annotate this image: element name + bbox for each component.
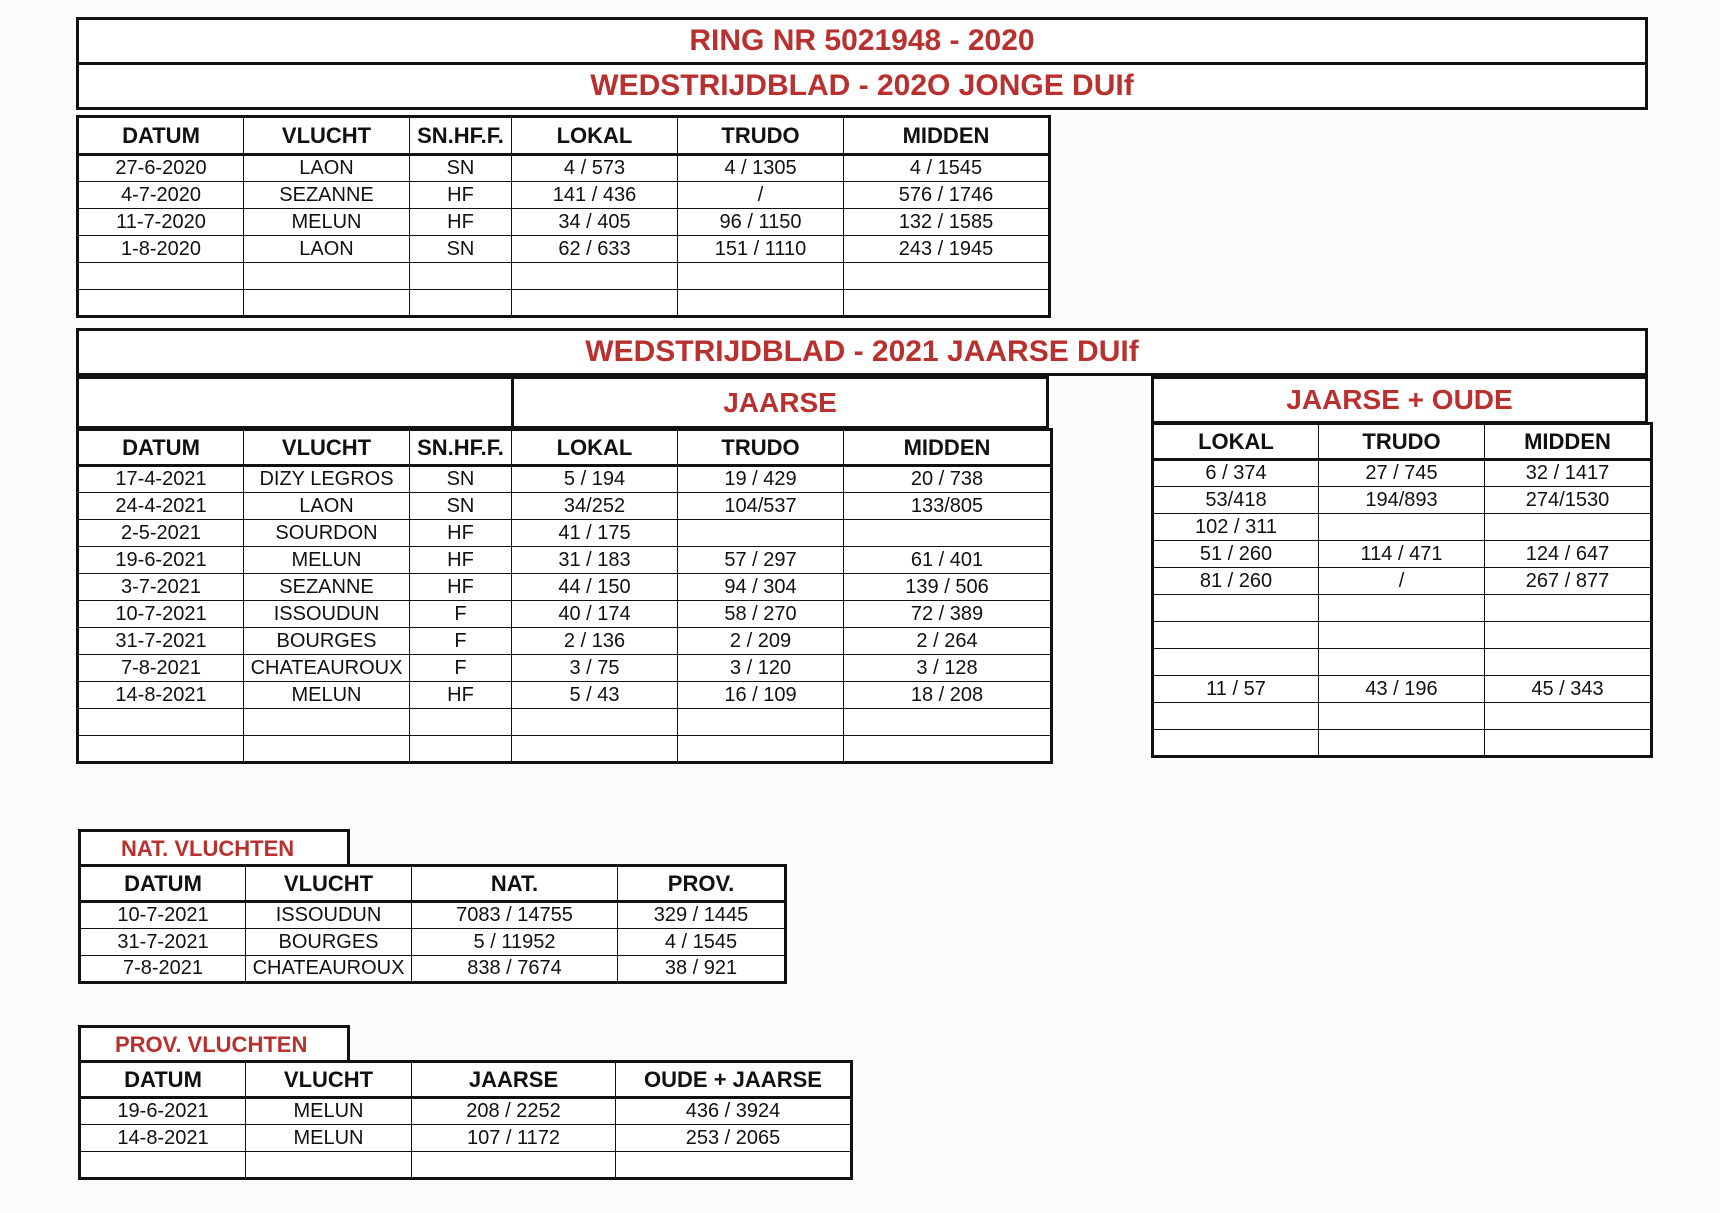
table-cell xyxy=(1485,595,1652,622)
table-cell xyxy=(512,709,678,736)
table-row xyxy=(78,628,1052,655)
table-cell: 31-7-2021 xyxy=(78,628,244,655)
table-cell: CHATEAUROUX xyxy=(246,956,412,983)
sheet-2021-title: WEDSTRIJDBLAD - 2021 JAARSE DUIf xyxy=(585,335,1139,368)
sheet-2020-title-bar xyxy=(76,62,1648,110)
table-row xyxy=(78,709,1052,736)
table-cell: HF xyxy=(410,547,512,574)
prov-vluchten-label-tab: PROV. VLUCHTEN xyxy=(78,1025,350,1061)
table-row xyxy=(78,466,1052,493)
table-cell: HF xyxy=(410,520,512,547)
table-2021-jaarse-oude xyxy=(1151,422,1653,758)
table-nat-vluchten xyxy=(78,864,787,984)
group-header-jaarse: JAARSE xyxy=(511,376,1049,429)
t2020-header-datum: DATUM xyxy=(78,117,244,155)
table-row xyxy=(78,290,1050,317)
table-cell xyxy=(1319,649,1485,676)
table-cell: 19 / 429 xyxy=(678,466,844,493)
table-cell: 27-6-2020 xyxy=(78,155,244,182)
table-cell: 114 / 471 xyxy=(1319,541,1485,568)
table-cell: 576 / 1746 xyxy=(844,182,1050,209)
table-cell xyxy=(844,709,1052,736)
table-cell xyxy=(410,263,512,290)
table-cell: LAON xyxy=(244,493,410,520)
table-cell: 329 / 1445 xyxy=(618,902,786,929)
table-cell: MELUN xyxy=(244,682,410,709)
table-2020-jonge-duif xyxy=(76,115,1051,318)
table-cell xyxy=(1153,730,1319,757)
table-cell xyxy=(1485,703,1652,730)
t2021-header-datum: DATUM xyxy=(78,430,244,466)
table-cell: 44 / 150 xyxy=(512,574,678,601)
table-row xyxy=(78,209,1050,236)
table-cell: 31-7-2021 xyxy=(80,929,246,956)
prov-header-oude-jaarse: OUDE + JAARSE xyxy=(616,1062,852,1098)
nat-header-nat: NAT. xyxy=(412,866,618,902)
table-cell xyxy=(78,263,244,290)
nat-vluchten-label-tab: NAT. VLUCHTEN xyxy=(78,829,350,865)
table-cell: 16 / 109 xyxy=(678,682,844,709)
table-cell xyxy=(678,263,844,290)
table-cell xyxy=(1319,595,1485,622)
table-cell xyxy=(678,709,844,736)
table-cell xyxy=(1485,730,1652,757)
table-cell: HF xyxy=(410,209,512,236)
table-cell xyxy=(78,709,244,736)
table-cell: 10-7-2021 xyxy=(78,601,244,628)
table-cell: 151 / 1110 xyxy=(678,236,844,263)
table-cell: 104/537 xyxy=(678,493,844,520)
table-cell xyxy=(678,520,844,547)
table-cell xyxy=(1153,595,1319,622)
table-cell: 5 / 11952 xyxy=(412,929,618,956)
table-cell xyxy=(1319,730,1485,757)
table-cell xyxy=(512,290,678,317)
table-cell xyxy=(246,1152,412,1179)
table-cell: 53/418 xyxy=(1153,487,1319,514)
table-2021-jaarse-duif xyxy=(76,428,1053,764)
table-cell: HF xyxy=(410,682,512,709)
table-cell: 1-8-2020 xyxy=(78,236,244,263)
table-cell: 7-8-2021 xyxy=(78,655,244,682)
table-cell xyxy=(410,736,512,763)
table-row xyxy=(1153,541,1652,568)
table-cell: 4-7-2020 xyxy=(78,182,244,209)
table-cell xyxy=(678,736,844,763)
table-cell: 17-4-2021 xyxy=(78,466,244,493)
table-cell: BOURGES xyxy=(246,929,412,956)
table-cell: 194/893 xyxy=(1319,487,1485,514)
table-cell: MELUN xyxy=(246,1098,412,1125)
table-cell xyxy=(1153,703,1319,730)
table-cell: 267 / 877 xyxy=(1485,568,1652,595)
table-cell: 81 / 260 xyxy=(1153,568,1319,595)
ring-title: RING NR 5021948 - 2020 xyxy=(689,24,1035,57)
table-cell xyxy=(78,290,244,317)
table-cell: 107 / 1172 xyxy=(412,1125,616,1152)
table-cell: 6 / 374 xyxy=(1153,460,1319,487)
table-cell: 51 / 260 xyxy=(1153,541,1319,568)
table-cell: 14-8-2021 xyxy=(78,682,244,709)
table-cell: CHATEAUROUX xyxy=(244,655,410,682)
t2021-header-sn-hf-f: SN.HF.F. xyxy=(410,430,512,466)
table-cell: SEZANNE xyxy=(244,574,410,601)
table-cell xyxy=(410,709,512,736)
t2020-header-midden: MIDDEN xyxy=(844,117,1050,155)
table-row xyxy=(1153,703,1652,730)
prov-header-datum: DATUM xyxy=(80,1062,246,1098)
table-row xyxy=(1153,514,1652,541)
table-cell: 62 / 633 xyxy=(512,236,678,263)
t2020-header-lokal: LOKAL xyxy=(512,117,678,155)
table-row xyxy=(78,182,1050,209)
table-cell: SOURDON xyxy=(244,520,410,547)
table-cell xyxy=(1319,622,1485,649)
t2021-header-midden: MIDDEN xyxy=(844,430,1052,466)
table-cell xyxy=(678,290,844,317)
table-row xyxy=(1153,487,1652,514)
table-cell: 27 / 745 xyxy=(1319,460,1485,487)
table-cell xyxy=(1485,514,1652,541)
table-prov-vluchten xyxy=(78,1060,853,1180)
table-cell: HF xyxy=(410,182,512,209)
table-row xyxy=(78,655,1052,682)
table-cell: 40 / 174 xyxy=(512,601,678,628)
table-cell: SN xyxy=(410,493,512,520)
table-cell xyxy=(1153,622,1319,649)
group-header-jaarse-oude: JAARSE + OUDE xyxy=(1151,376,1648,424)
table-cell: 58 / 270 xyxy=(678,601,844,628)
table-cell: 20 / 738 xyxy=(844,466,1052,493)
table-cell xyxy=(844,736,1052,763)
table-cell: 96 / 1150 xyxy=(678,209,844,236)
table-cell xyxy=(244,263,410,290)
table-cell: 102 / 311 xyxy=(1153,514,1319,541)
table-cell xyxy=(1485,622,1652,649)
table-row xyxy=(1153,622,1652,649)
table-cell: BOURGES xyxy=(244,628,410,655)
table-cell: MELUN xyxy=(244,209,410,236)
table-row xyxy=(78,520,1052,547)
table-cell: F xyxy=(410,655,512,682)
table-cell: 133/805 xyxy=(844,493,1052,520)
table-row xyxy=(78,547,1052,574)
table-cell: 2 / 209 xyxy=(678,628,844,655)
table-cell: 34/252 xyxy=(512,493,678,520)
t2020-header-sn-hf-f: SN.HF.F. xyxy=(410,117,512,155)
table-row xyxy=(78,601,1052,628)
table-cell xyxy=(1153,649,1319,676)
table-cell: 141 / 436 xyxy=(512,182,678,209)
table-cell: 72 / 389 xyxy=(844,601,1052,628)
table-row xyxy=(80,902,786,929)
nat-header-prov: PROV. xyxy=(618,866,786,902)
table-cell: 436 / 3924 xyxy=(616,1098,852,1125)
table-cell: 253 / 2065 xyxy=(616,1125,852,1152)
table-row xyxy=(78,574,1052,601)
t2021-header-lokal: LOKAL xyxy=(512,430,678,466)
table-cell: 43 / 196 xyxy=(1319,676,1485,703)
table-row xyxy=(80,1125,852,1152)
table-cell: 274/1530 xyxy=(1485,487,1652,514)
table-cell xyxy=(78,736,244,763)
table-cell: ISSOUDUN xyxy=(246,902,412,929)
table-cell: SN xyxy=(410,155,512,182)
table-cell: 32 / 1417 xyxy=(1485,460,1652,487)
prov-header-jaarse: JAARSE xyxy=(412,1062,616,1098)
table-cell: F xyxy=(410,601,512,628)
table-cell: 7-8-2021 xyxy=(80,956,246,983)
table-cell: 11-7-2020 xyxy=(78,209,244,236)
table-row xyxy=(1153,649,1652,676)
table-cell: / xyxy=(678,182,844,209)
table-cell xyxy=(512,263,678,290)
table-row xyxy=(1153,595,1652,622)
table-cell xyxy=(844,520,1052,547)
table-cell: 3 / 75 xyxy=(512,655,678,682)
sheet-2020-title: WEDSTRIJDBLAD - 202O JONGE DUIf xyxy=(590,69,1134,102)
t2021r-header-midden: MIDDEN xyxy=(1485,424,1652,460)
table-cell: 139 / 506 xyxy=(844,574,1052,601)
table-cell: ISSOUDUN xyxy=(244,601,410,628)
table-cell xyxy=(1485,649,1652,676)
table-cell: 31 / 183 xyxy=(512,547,678,574)
table-cell: 14-8-2021 xyxy=(80,1125,246,1152)
t2020-header-vlucht: VLUCHT xyxy=(244,117,410,155)
table-cell: 5 / 194 xyxy=(512,466,678,493)
table-cell: 124 / 647 xyxy=(1485,541,1652,568)
table-row xyxy=(1153,676,1652,703)
table-cell xyxy=(244,709,410,736)
table-cell: LAON xyxy=(244,155,410,182)
table-cell: SN xyxy=(410,236,512,263)
table-cell: SN xyxy=(410,466,512,493)
nat-header-datum: DATUM xyxy=(80,866,246,902)
table-row xyxy=(78,736,1052,763)
table-cell: 19-6-2021 xyxy=(78,547,244,574)
table-cell: / xyxy=(1319,568,1485,595)
table-cell: 243 / 1945 xyxy=(844,236,1050,263)
table-row xyxy=(78,493,1052,520)
table-cell xyxy=(80,1152,246,1179)
table-cell: SEZANNE xyxy=(244,182,410,209)
table-cell xyxy=(616,1152,852,1179)
table-row xyxy=(80,929,786,956)
table-row xyxy=(80,956,786,983)
table-cell: HF xyxy=(410,574,512,601)
table-cell: 4 / 1545 xyxy=(618,929,786,956)
table-cell: 11 / 57 xyxy=(1153,676,1319,703)
table-cell: F xyxy=(410,628,512,655)
table-cell xyxy=(244,290,410,317)
table-cell: 61 / 401 xyxy=(844,547,1052,574)
table-cell: 2 / 264 xyxy=(844,628,1052,655)
table-cell: 5 / 43 xyxy=(512,682,678,709)
table-cell xyxy=(844,290,1050,317)
t2020-header-trudo: TRUDO xyxy=(678,117,844,155)
ring-title-bar xyxy=(76,17,1648,65)
sheet-2021-title-bar xyxy=(76,328,1648,376)
group-header-blank xyxy=(76,376,514,429)
nat-header-vlucht: VLUCHT xyxy=(246,866,412,902)
table-cell: 38 / 921 xyxy=(618,956,786,983)
table-cell: 18 / 208 xyxy=(844,682,1052,709)
table-cell: 4 / 1305 xyxy=(678,155,844,182)
table-row xyxy=(78,236,1050,263)
table-cell: 57 / 297 xyxy=(678,547,844,574)
table-cell: 2-5-2021 xyxy=(78,520,244,547)
table-row xyxy=(1153,568,1652,595)
table-cell: 34 / 405 xyxy=(512,209,678,236)
table-cell: 4 / 1545 xyxy=(844,155,1050,182)
table-cell: 10-7-2021 xyxy=(80,902,246,929)
t2021r-header-lokal: LOKAL xyxy=(1153,424,1319,460)
table-cell xyxy=(412,1152,616,1179)
table-cell: 4 / 573 xyxy=(512,155,678,182)
table-row xyxy=(80,1098,852,1125)
table-cell xyxy=(844,263,1050,290)
table-row xyxy=(80,1152,852,1179)
table-cell: 24-4-2021 xyxy=(78,493,244,520)
table-cell: DIZY LEGROS xyxy=(244,466,410,493)
table-cell: 838 / 7674 xyxy=(412,956,618,983)
table-row xyxy=(1153,460,1652,487)
table-row xyxy=(78,155,1050,182)
table-cell: 3 / 128 xyxy=(844,655,1052,682)
t2021-header-vlucht: VLUCHT xyxy=(244,430,410,466)
table-cell: 3 / 120 xyxy=(678,655,844,682)
table-cell xyxy=(1319,514,1485,541)
table-cell xyxy=(244,736,410,763)
table-cell: 132 / 1585 xyxy=(844,209,1050,236)
table-cell: 45 / 343 xyxy=(1485,676,1652,703)
table-cell: 2 / 136 xyxy=(512,628,678,655)
table-cell xyxy=(512,736,678,763)
table-row xyxy=(1153,730,1652,757)
t2021r-header-trudo: TRUDO xyxy=(1319,424,1485,460)
table-cell: LAON xyxy=(244,236,410,263)
table-cell: MELUN xyxy=(244,547,410,574)
table-cell: 19-6-2021 xyxy=(80,1098,246,1125)
table-cell: 41 / 175 xyxy=(512,520,678,547)
table-row xyxy=(78,263,1050,290)
t2021-header-trudo: TRUDO xyxy=(678,430,844,466)
table-cell: MELUN xyxy=(246,1125,412,1152)
table-cell xyxy=(1319,703,1485,730)
table-cell: 7083 / 14755 xyxy=(412,902,618,929)
table-cell: 208 / 2252 xyxy=(412,1098,616,1125)
table-row xyxy=(78,682,1052,709)
table-cell: 3-7-2021 xyxy=(78,574,244,601)
table-cell xyxy=(410,290,512,317)
table-cell: 94 / 304 xyxy=(678,574,844,601)
prov-header-vlucht: VLUCHT xyxy=(246,1062,412,1098)
